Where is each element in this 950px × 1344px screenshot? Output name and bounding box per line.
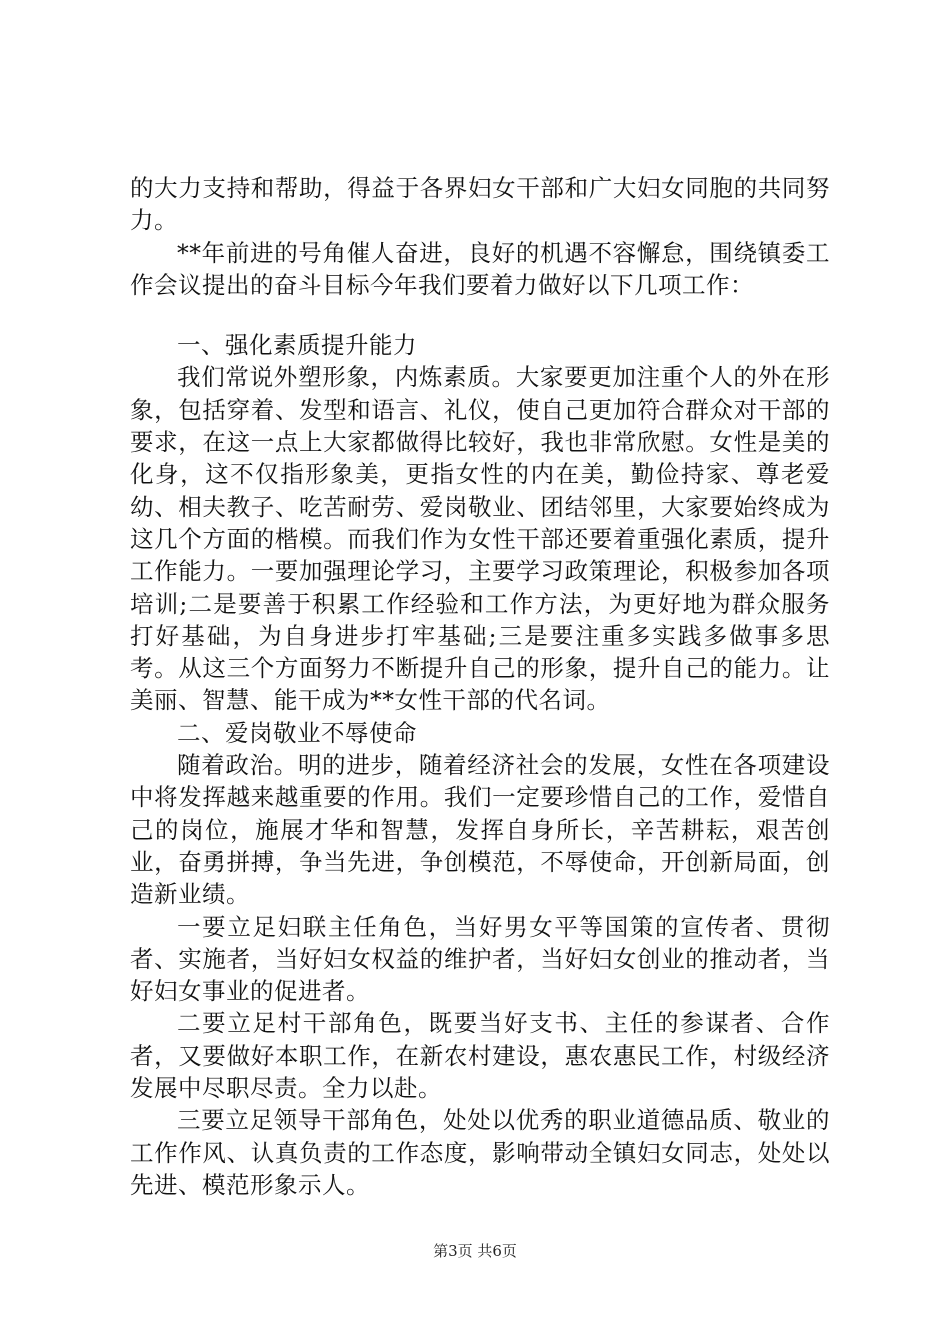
paragraph-section-2-body: 随着政治。明的进步，随着经济社会的发展，女性在各项建设中将发挥越来越重要的作用。我们一定要珍惜自己的工作，爱惜自己的岗位，施展才华和智慧，发挥自身所长，辛苦耕耘，艰苦创业，奋勇拼搏，争当先进，争创模范，不辱使命，开创新局面，创造新业绩。 bbox=[130, 751, 830, 909]
paragraph-item-3: 三要立足领导干部角色，处处以优秀的职业道德品质、敬业的工作作风、认真负责的工作态度，影响带动全镇妇女同志，处处以先进、模范形象示人。 bbox=[130, 1106, 830, 1199]
paragraph-continuation: 的大力支持和帮助，得益于各界妇女干部和广大妇女同胞的共同努力。 bbox=[130, 174, 830, 235]
paragraph-section-1-body: 我们常说外塑形象，内炼素质。大家要更加注重个人的外在形象，包括穿着、发型和语言、礼仪，使自己更加符合群众对干部的要求，在这一点上大家都做得比较好，我也非常欣慰。女性是美的化身，这不仅指形象美，更指女性的内在美，勤俭持家、尊老爱幼、相夫教子、吃苦耐劳、爱岗敬业、团结邻里，大家要始终成为这几个方面的楷模。而我们作为女性干部还要着重强化素质，提升工作能力。一要加强理论学习，主要学习政策理论，积极参加各项培训;二是要善于积累工作经验和工作方法，为更好地为群众服务打好基础，为自身进步打牢基础;三是要注重多实践多做事多思考。从这三个方面努力不断提升自己的形象，提升自己的能力。让美丽、智慧、能干成为**女性干部的代名词。 bbox=[130, 363, 830, 715]
paragraph-item-1: 一要立足妇联主任角色，当好男女平等国策的宣传者、贯彻者、实施者，当好妇女权益的维护者，当好妇女创业的推动者，当好妇女事业的促进者。 bbox=[130, 912, 830, 1006]
document-body bbox=[130, 172, 830, 1201]
section-heading-1: 一、强化素质提升能力 bbox=[177, 331, 417, 360]
paragraph-item-2: 二要立足村干部角色，既要当好支书、主任的参谋者、合作者，又要做好本职工作，在新农村建设，惠农惠民工作，村级经济发展中尽职尽责。全力以赴。 bbox=[130, 1009, 830, 1103]
section-heading-2: 二、爱岗敬业不辱使命 bbox=[177, 718, 417, 747]
paragraph-intro: **年前进的号角催人奋进，良好的机遇不容懈怠，围绕镇委工作会议提出的奋斗目标今年我们要着力做好以下几项工作： bbox=[130, 238, 830, 299]
page-number-footer: 第3页 共6页 bbox=[433, 1242, 517, 1260]
